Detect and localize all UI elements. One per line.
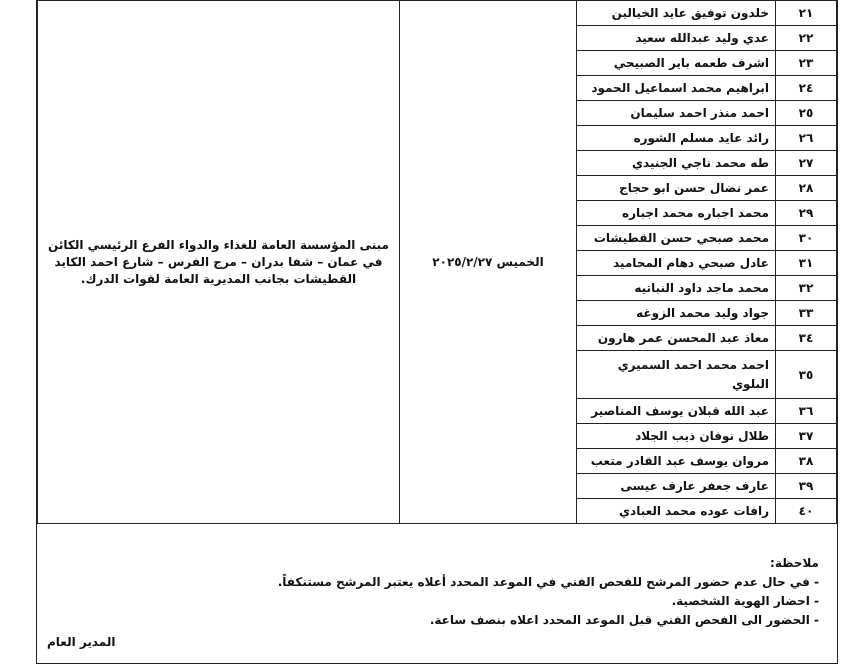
candidate-name: خلدون توفيق عايد الخيالين — [577, 1, 776, 26]
row-number: ٣٥ — [776, 351, 837, 399]
row-number: ٣٦ — [776, 399, 837, 424]
candidate-name: احمد محمد احمد السميري البلوي — [577, 351, 776, 399]
row-number: ٤٠ — [776, 499, 837, 524]
row-number: ٢٦ — [776, 126, 837, 151]
note-item: - في حال عدم حضور المرشح للفحص الفني في الموعد المحدد أعلاه يعتبر المرشح مستنكفاً. — [277, 575, 819, 589]
exam-location: مبنى المؤسسة العامة للغذاء والدواء الفرع الرئيسي الكائن في عمان – شفا بدران – مرج الفرس – شارع احمد الكايد القطيشات بجانب المديرية العامة لقوات الدرك. — [38, 1, 400, 524]
candidate-name: جواد وليد محمد الزوغه — [577, 301, 776, 326]
candidates-table — [37, 0, 837, 524]
row-number: ٢٤ — [776, 76, 837, 101]
row-number: ٣٨ — [776, 449, 837, 474]
note-item: - الحضور الى الفحص الفني قبل الموعد المحدد اعلاه بنصف ساعة. — [429, 613, 819, 627]
candidate-name: رائد عايد مسلم الشوره — [577, 126, 776, 151]
candidate-name: عارف جعفر عارف عيسى — [577, 474, 776, 499]
row-number: ٢٨ — [776, 176, 837, 201]
candidate-name: طه محمد ناجي الجنيدي — [577, 151, 776, 176]
general-manager-signature: المدير العام — [47, 635, 116, 649]
row-number: ٣٩ — [776, 474, 837, 499]
notes-section — [119, 554, 819, 630]
candidate-name: عمر نضال حسن ابو حجاج — [577, 176, 776, 201]
candidate-name: احمد منذر احمد سليمان — [577, 101, 776, 126]
table-row — [38, 1, 837, 26]
candidate-name: رافات عوده محمد العبادي — [577, 499, 776, 524]
exam-date: الخميس ٢٠٢٥/٢/٢٧ — [400, 1, 577, 524]
row-number: ٢١ — [776, 1, 837, 26]
candidate-name: ابراهيم محمد اسماعيل الحمود — [577, 76, 776, 101]
row-number: ٣٠ — [776, 226, 837, 251]
candidate-name: معاذ عبد المحسن عمر هارون — [577, 326, 776, 351]
candidate-name: محمد صبحي حسن القطيشات — [577, 226, 776, 251]
row-number: ٣٢ — [776, 276, 837, 301]
candidate-name: عبد الله قبلان يوسف المناصير — [577, 399, 776, 424]
notes-title: ملاحظة: — [770, 556, 819, 570]
candidate-name: عادل صبحي دهام المحاميد — [577, 251, 776, 276]
row-number: ٢٣ — [776, 51, 837, 76]
row-number: ٢٥ — [776, 101, 837, 126]
row-number: ٣٤ — [776, 326, 837, 351]
row-number: ٣١ — [776, 251, 837, 276]
row-number: ٢٧ — [776, 151, 837, 176]
candidate-name: طلال نوفان ذيب الجلاد — [577, 424, 776, 449]
candidate-name: مروان يوسف عبد القادر متعب — [577, 449, 776, 474]
row-number: ٣٧ — [776, 424, 837, 449]
candidate-name: عدي وليد عبدالله سعيد — [577, 26, 776, 51]
row-number: ٣٣ — [776, 301, 837, 326]
candidate-name: محمد ماجد داود النباتيه — [577, 276, 776, 301]
row-number: ٢٩ — [776, 201, 837, 226]
candidate-name: محمد اجباره محمد اجباره — [577, 201, 776, 226]
candidate-name: اشرف طعمه باير الصبيحي — [577, 51, 776, 76]
note-item: - احضار الهوية الشخصية. — [671, 594, 819, 608]
row-number: ٢٢ — [776, 26, 837, 51]
document-page — [36, 0, 838, 664]
